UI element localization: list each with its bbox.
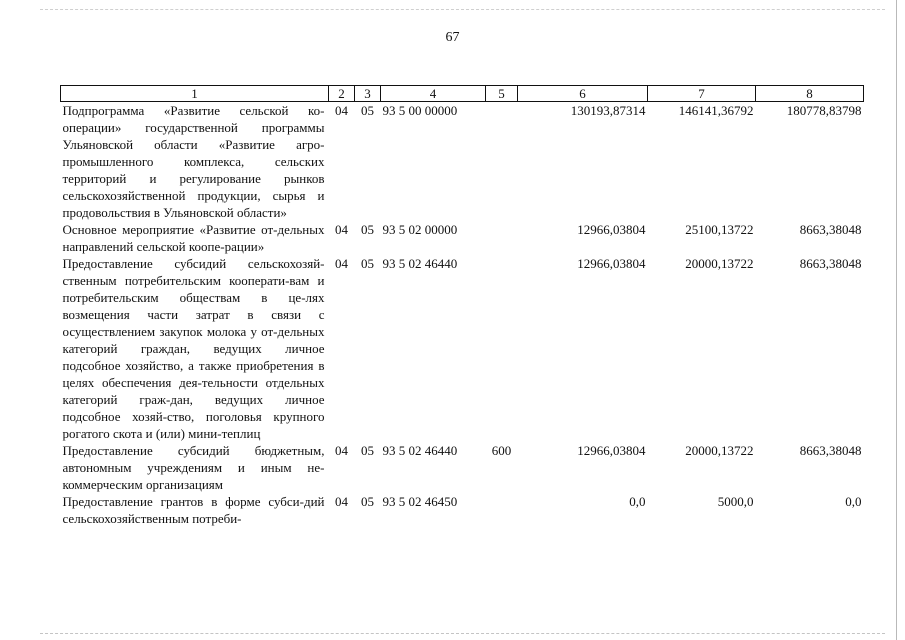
row-amount-year-2: 5000,0 [717,494,754,509]
table-row [61,102,864,222]
row-expense-type [486,102,518,222]
table-row [61,442,864,493]
row-amount-year-3: 180778,83798 [786,103,862,118]
row-amount-year-1: 12966,03804 [577,256,646,271]
row-amount-year-1: 12966,03804 [577,443,646,458]
row-subsection: 05 [361,494,374,509]
header-col-7: 7 [648,86,756,102]
row-target-code: 93 5 02 46440 [382,256,458,271]
row-target-code: 93 5 00 00000 [382,103,458,118]
table-row [61,221,864,255]
header-col-3: 3 [355,86,381,102]
header-col-5: 5 [486,86,518,102]
header-col-2: 2 [329,86,355,102]
row-target-code: 93 5 02 46450 [382,494,458,509]
row-amount-year-3: 0,0 [845,494,862,509]
row-amount-year-2: 20000,13722 [685,256,754,271]
row-expense-type [486,221,518,255]
header-col-6: 6 [518,86,648,102]
row-amount-year-1: 130193,87314 [570,103,646,118]
row-name: Подпрограмма «Развитие сельской ко-операции» государственной программы Ульяновской области «Развитие агро-промышленного комплекса, сельских территорий и регулирование рынков сельскохозяйственной продукции, сырья и продовольствия в Ульяновской области» [62,103,325,220]
row-expense-type [486,493,518,527]
header-col-4: 4 [381,86,486,102]
row-amount-year-3: 8663,38048 [799,443,862,458]
row-name: Предоставление субсидий бюджетным, автономным учреждениям и иным не-коммерческим организациям [62,443,325,492]
scan-top-edge [40,9,885,10]
row-section: 04 [335,256,348,271]
row-name: Предоставление субсидий сельскохозяй-ственным потребительским кооперати-вам и потребительским обществам в це-лях возмещения части затрат в связи с осуществлением закупок молока у от-дельных категорий граждан, ведущих личное подсобное хозяйство, а также приобретения в целях обеспечения дея-тельности отдельных категорий граж-дан, ведущих личное подсобное хозяй-ство, поголовья крупного рогатого скота и (или) мини-теплиц [62,256,325,441]
row-expense-type [486,255,518,442]
header-row [61,86,864,102]
row-amount-year-1: 0,0 [629,494,646,509]
scan-bottom-edge [40,633,885,634]
row-name: Предоставление грантов в форме субси-дий сельскохозяйственным потреби- [62,494,325,526]
header-col-1: 1 [61,86,329,102]
row-target-code: 93 5 02 46440 [382,443,458,458]
row-amount-year-1: 12966,03804 [577,222,646,237]
row-amount-year-2: 25100,13722 [685,222,754,237]
row-amount-year-3: 8663,38048 [799,256,862,271]
row-amount-year-2: 20000,13722 [685,443,754,458]
row-section: 04 [335,103,348,118]
header-col-8: 8 [756,86,864,102]
row-subsection: 05 [361,443,374,458]
row-subsection: 05 [361,256,374,271]
row-expense-type: 600 [491,443,512,458]
row-target-code: 93 5 02 00000 [382,222,458,237]
row-section: 04 [335,222,348,237]
row-section: 04 [335,443,348,458]
row-subsection: 05 [361,222,374,237]
row-name: Основное мероприятие «Развитие от-дельных направлений сельской коопе-рации» [62,222,325,254]
budget-table [60,85,864,527]
row-section: 04 [335,494,348,509]
page-number: 67 [445,30,460,45]
scan-right-edge [896,0,897,640]
row-amount-year-2: 146141,36792 [678,103,754,118]
table-row [61,255,864,442]
row-subsection: 05 [361,103,374,118]
row-amount-year-3: 8663,38048 [799,222,862,237]
table-row [61,493,864,527]
